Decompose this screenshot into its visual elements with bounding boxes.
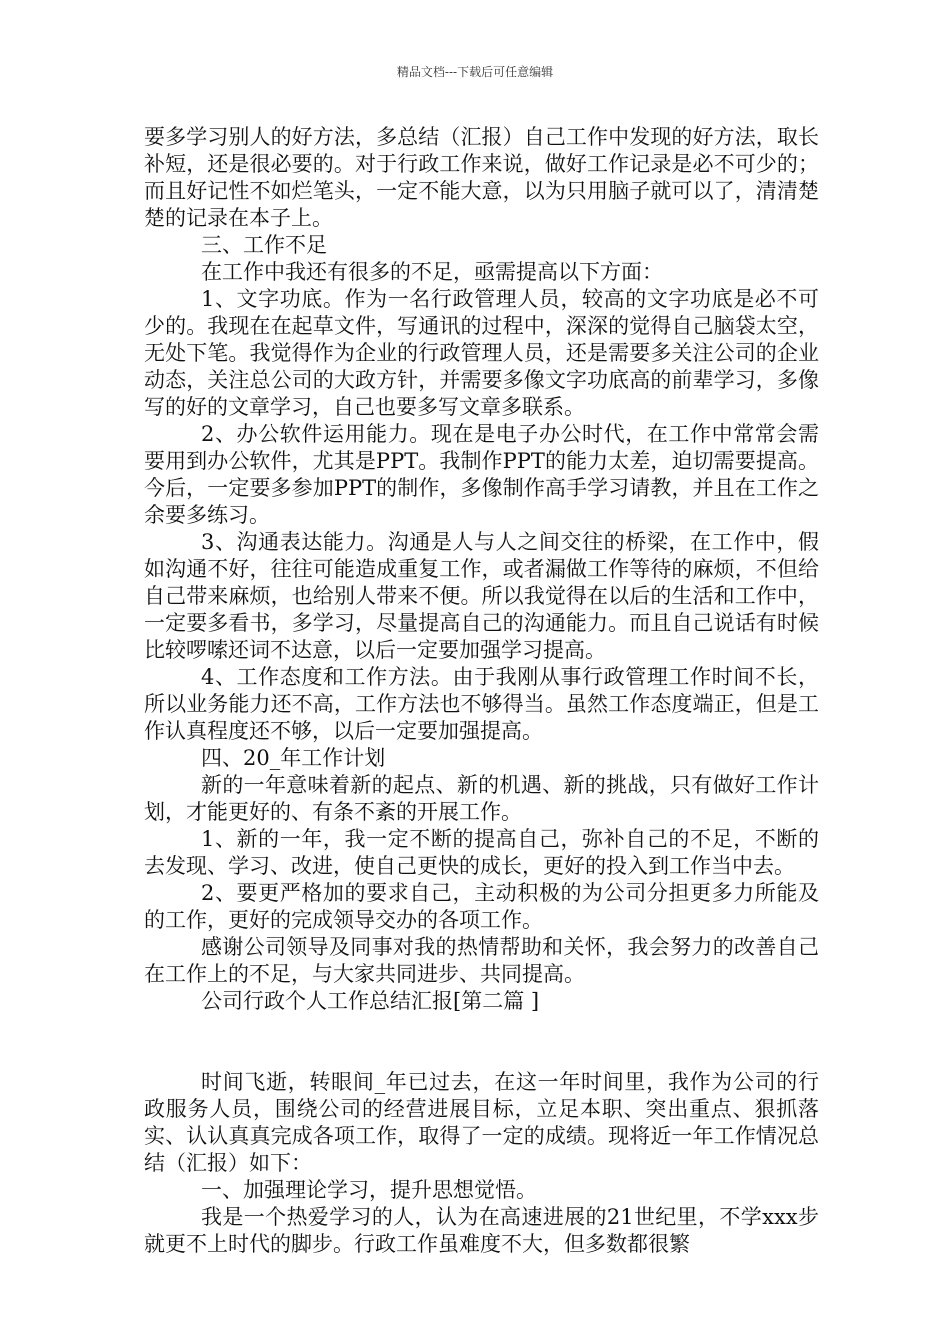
paragraph-shortcomings-intro: 在工作中我还有很多的不足，亟需提高以下方面： — [201, 260, 663, 284]
paragraph-second-intro: 时间飞逝，转眼间_年已过去，在这一年时间里，我作为公司的行政服务人员，围绕公司的经营进展目标，立足本职、突出重点、狠抓落实、认认真真完成各项工作，取得了一定的成绩。现将近一年工作情况总结（汇报）如下： — [144, 1070, 819, 1175]
paragraph-plan-item-1: 1、新的一年，我一定不断的提高自己，弥补自己的不足，不断的去发现、学习、改进，使自己更快的成长，更好的投入到工作当中去。 — [144, 827, 819, 878]
section-heading-shortcomings: 三、工作不足 — [201, 233, 327, 257]
paragraph-thanks: 感谢公司领导及同事对我的热情帮助和关怀，我会努力的改善自己在工作上的不足，与大家共同进步、共同提高。 — [144, 935, 819, 986]
paragraph-plan-item-2: 2、要更严格加的要求自己，主动积极的为公司分担更多力所能及的工作，更好的完成领导交办的各项工作。 — [144, 881, 819, 932]
blank-line — [144, 1015, 819, 1069]
paragraph-plan-intro: 新的一年意味着新的起点、新的机遇、新的挑战，只有做好工作计划，才能更好的、有条不紊的开展工作。 — [144, 773, 819, 824]
paragraph-intro-continuation: 要多学习别人的好方法，多总结（汇报）自己工作中发现的好方法，取长补短，还是很必要的。对于行政工作来说，做好工作记录是必不可少的；而且好记性不如烂笔头，一定不能大意，以为只用脑子就可以了，清清楚楚的记录在本子上。 — [144, 125, 819, 230]
page-header: 精品文档---下载后可任意编辑 — [396, 65, 554, 79]
paragraph-work-attitude: 4、工作态度和工作方法。由于我刚从事行政管理工作时间不长，所以业务能力还不高，工作方法也不够得当。虽然工作态度端正，但是工作认真程度还不够，以后一定要加强提高。 — [144, 665, 819, 743]
section-heading-work-plan: 四、20_年工作计划 — [201, 746, 386, 770]
paragraph-theory-study: 我是一个热爱学习的人，认为在高速进展的21世纪里，不学xxx步就更不上时代的脚步。行政工作虽难度不大，但多数都很繁 — [144, 1205, 819, 1256]
article-title-second: 公司行政个人工作总结汇报[第二篇 ] — [201, 989, 540, 1013]
paragraph-writing-skills: 1、文字功底。作为一名行政管理人员，较高的文字功底是必不可少的。我现在在起草文件，写通讯的过程中，深深的觉得自己脑袋太空，无处下笔。我觉得作为企业的行政管理人员，还是需要多关注公司的企业动态，关注总公司的大政方针，并需要多像文字功底高的前辈学习，多像写的好的文章学习，自己也要多写文章多联系。 — [144, 287, 819, 419]
paragraph-communication: 3、沟通表达能力。沟通是人与人之间交往的桥梁，在工作中，假如沟通不好，往往可能造成重复工作，或者漏做工作等待的麻烦，不但给自己带来麻烦，也给别人带来不便。所以我觉得在以后的生活和工作中，一定要多看书，多学习，尽量提高自己的沟通能力。而且自己说话有时候比较啰嗦还词不达意，以后一定要加强学习提高。 — [144, 530, 819, 662]
document-body — [144, 124, 819, 1258]
paragraph-office-software: 2、办公软件运用能力。现在是电子办公时代，在工作中常常会需要用到办公软件，尤其是PPT。我制作PPT的能力太差，迫切需要提高。今后，一定要多参加PPT的制作，多像制作高手学习请教，并且在工作之余要多练习。 — [144, 422, 819, 527]
section-heading-theory-study: 一、加强理论学习，提升思想觉悟。 — [201, 1178, 537, 1202]
